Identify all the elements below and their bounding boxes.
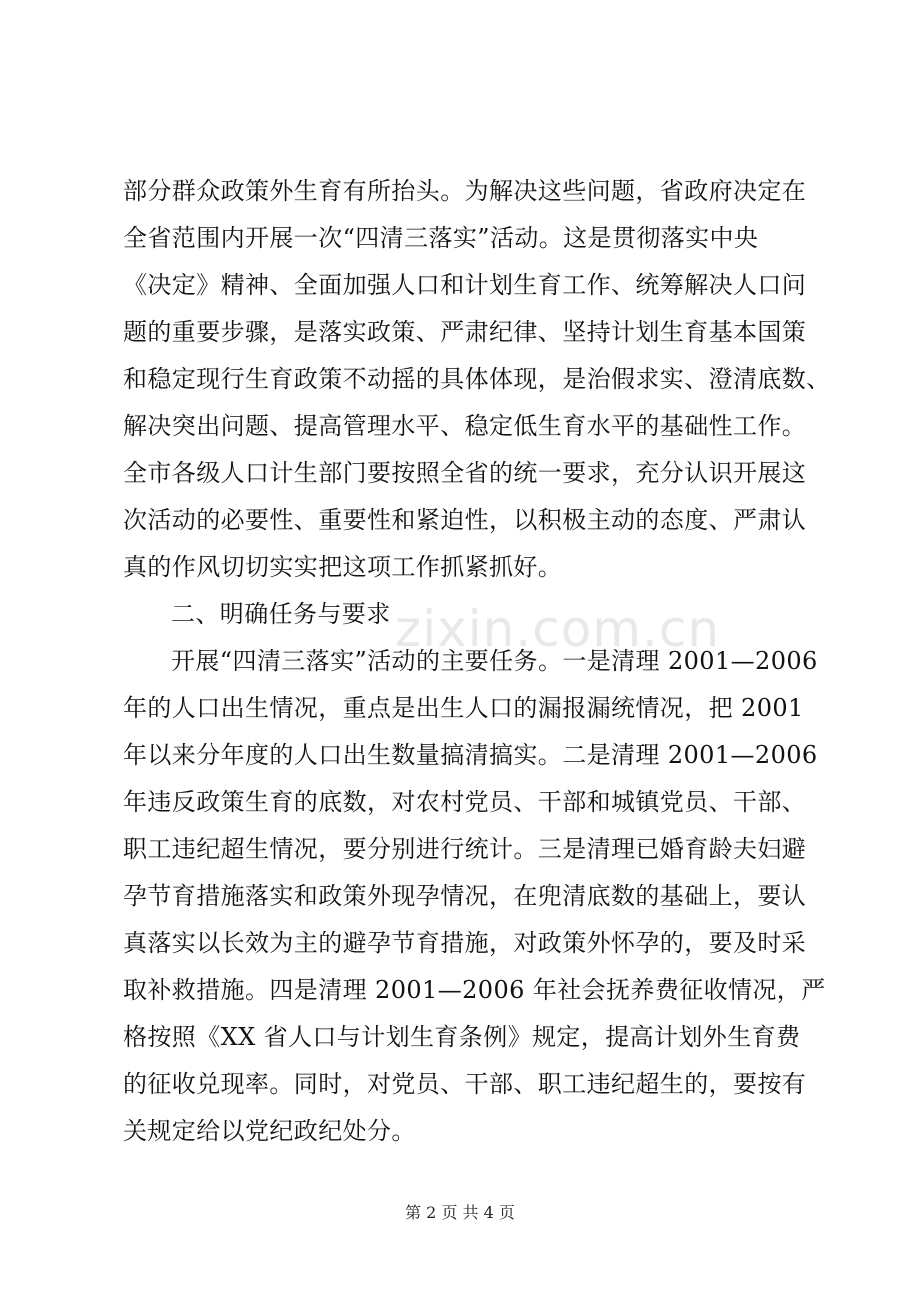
paragraph-line: 解决突出问题、提高管理水平、稳定低生育水平的基础性工作。 [123,412,807,440]
paragraph-line: 年违反政策生育的底数，对农村党员、干部和城镇党员、干部、 [123,788,807,816]
paragraph-line: 的征收兑现率。同时，对党员、干部、职工违纪超生的，要按有 [123,1070,807,1098]
paragraph-line: 格按照《XX 省人口与计划生育条例》规定，提高计划外生育费 [123,1023,801,1051]
paragraph-line: 次活动的必要性、重要性和紧迫性，以积极主动的态度、严肃认 [123,506,807,534]
paragraph-line: 开展“四清三落实”活动的主要任务。一是清理 2001—2006 [171,647,818,675]
paragraph-line: 关规定给以党纪政纪处分。 [123,1117,416,1145]
watermark: zixin.com.cn [395,600,721,658]
paragraph-line: 真的作风切切实实把这项工作抓紧抓好。 [123,553,563,581]
paragraph-line: 题的重要步骤，是落实政策、严肃纪律、坚持计划生育基本国策 [123,318,807,346]
paragraph-line: 孕节育措施落实和政策外现孕情况，在兜清底数的基础上，要认 [123,882,807,910]
document-body [123,168,831,1155]
paragraph-line: 取补救措施。四是清理 2001—2006 年社会抚养费征收情况，严 [123,976,826,1004]
section-heading: 二、明确任务与要求 [171,600,391,628]
paragraph-line: 和稳定现行生育政策不动摇的具体体现，是治假求实、澄清底数、 [123,365,831,393]
paragraph-line: 年的人口出生情况，重点是出生人口的漏报漏统情况，把 2001 [123,694,804,722]
paragraph-line: 年以来分年度的人口出生数量搞清搞实。二是清理 2001—2006 [123,741,818,769]
paragraph-line: 职工违纪超生情况，要分别进行统计。三是清理已婚育龄夫妇避 [123,835,807,863]
paragraph-line: 全省范围内开展一次“四清三落实”活动。这是贯彻落实中央 [123,224,759,252]
paragraph-line: 全市各级人口计生部门要按照全省的统一要求，充分认识开展这 [123,459,807,487]
paragraph-line: 真落实以长效为主的避孕节育措施，对政策外怀孕的，要及时采 [123,929,807,957]
paragraph-line: 部分群众政策外生育有所抬头。为解决这些问题，省政府决定在 [123,177,807,205]
page-number-footer: 第 2 页 共 4 页 [405,1203,515,1222]
paragraph-line: 《决定》精神、全面加强人口和计划生育工作、统筹解决人口问 [123,271,807,299]
